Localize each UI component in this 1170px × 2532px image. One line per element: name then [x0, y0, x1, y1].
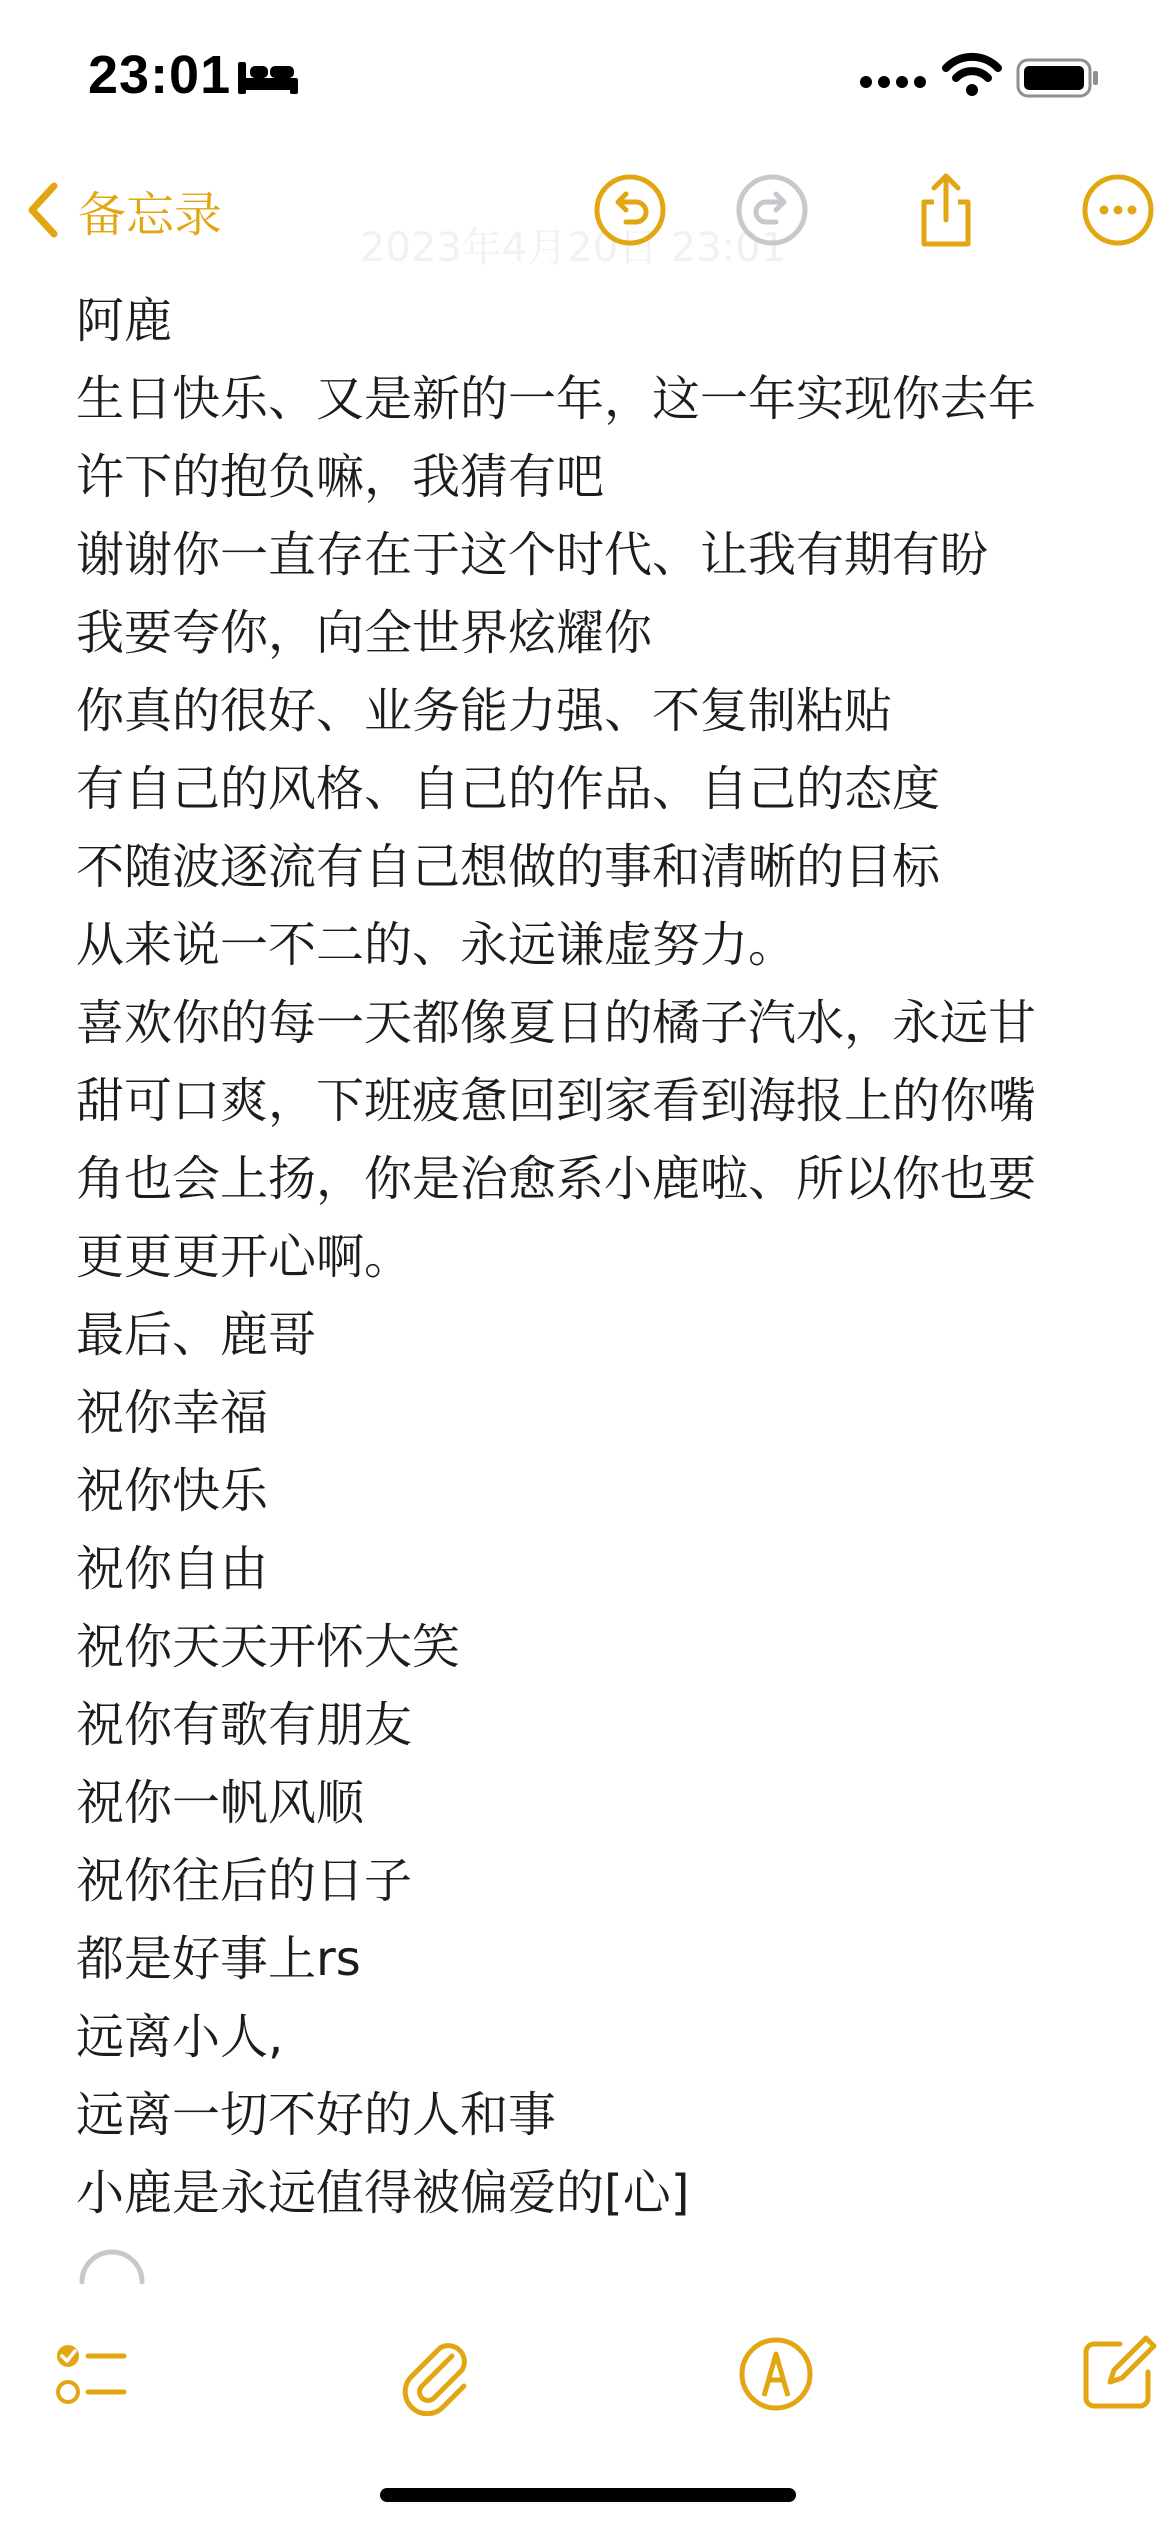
status-bar [0, 0, 1170, 150]
note-line: 祝你快乐 [76, 1463, 269, 1519]
note-line: 角也会上扬，你是治愈系小鹿啦、所以你也要 [76, 1151, 1037, 1207]
markup-icon[interactable] [734, 2332, 818, 2416]
note-line: 祝你往后的日子 [76, 1853, 413, 1909]
note-text-area[interactable] [76, 282, 1116, 2232]
note-line: 远离一切不好的人和事 [76, 2087, 557, 2143]
wifi-icon [942, 52, 1002, 96]
redo-icon[interactable] [732, 170, 812, 250]
undo-icon[interactable] [590, 170, 670, 250]
home-indicator[interactable] [380, 2488, 796, 2502]
note-line: 小鹿是永远值得被偏爱的[心] [76, 2165, 690, 2221]
note-line: 谢谢你一直存在于这个时代、让我有期有盼 [76, 527, 989, 583]
chevron-left-icon [24, 180, 64, 240]
note-line: 祝你一帆风顺 [76, 1775, 365, 1831]
bottom-toolbar [0, 2318, 1170, 2428]
note-line: 更更更开心啊。 [76, 1229, 413, 1285]
more-icon[interactable] [1078, 170, 1158, 250]
cellular-signal-icon [858, 64, 930, 92]
note-line: 你真的很好、业务能力强、不复制粘贴 [76, 683, 893, 739]
note-line: 喜欢你的每一天都像夏日的橘子汽水，永远甘 [76, 995, 1037, 1051]
status-time: 23:01 [88, 45, 232, 105]
share-icon[interactable] [906, 170, 986, 250]
note-line: 不随波逐流有自己想做的事和清晰的目标 [76, 839, 941, 895]
note-line: 祝你有歌有朋友 [76, 1697, 413, 1753]
note-date: 2023年4月20日 23:01 [360, 225, 787, 271]
note-line: 生日快乐、又是新的一年，这一年实现你去年 [76, 371, 1037, 427]
checklist-icon[interactable] [50, 2332, 134, 2416]
note-line: 最后、鹿哥 [76, 1307, 317, 1363]
attachment-icon[interactable] [392, 2332, 476, 2416]
note-line: 远离小人, [76, 2009, 284, 2065]
back-button-label: 备忘录 [78, 186, 223, 243]
note-line: 许下的抱负嘛，我猜有吧 [76, 449, 605, 505]
note-line: 甜可口爽，下班疲惫回到家看到海报上的你嘴 [76, 1073, 1037, 1129]
navigation-bar [0, 150, 1170, 270]
loading-spinner-icon [76, 2246, 148, 2286]
note-line: 祝你幸福 [76, 1385, 269, 1441]
back-button[interactable] [24, 172, 222, 248]
note-line: 都是好事上rs [76, 1931, 361, 1987]
battery-icon [1016, 58, 1100, 98]
bed-icon [236, 58, 300, 98]
note-line: 祝你天天开怀大笑 [76, 1619, 461, 1675]
note-line: 我要夸你，向全世界炫耀你 [76, 605, 653, 661]
note-line: 有自己的风格、自己的作品、自己的态度 [76, 761, 941, 817]
note-line: 祝你自由 [76, 1541, 269, 1597]
note-line: 阿鹿 [76, 293, 173, 349]
note-line: 从来说一不二的、永远谦虚努力。 [76, 917, 797, 973]
compose-icon[interactable] [1076, 2332, 1160, 2416]
